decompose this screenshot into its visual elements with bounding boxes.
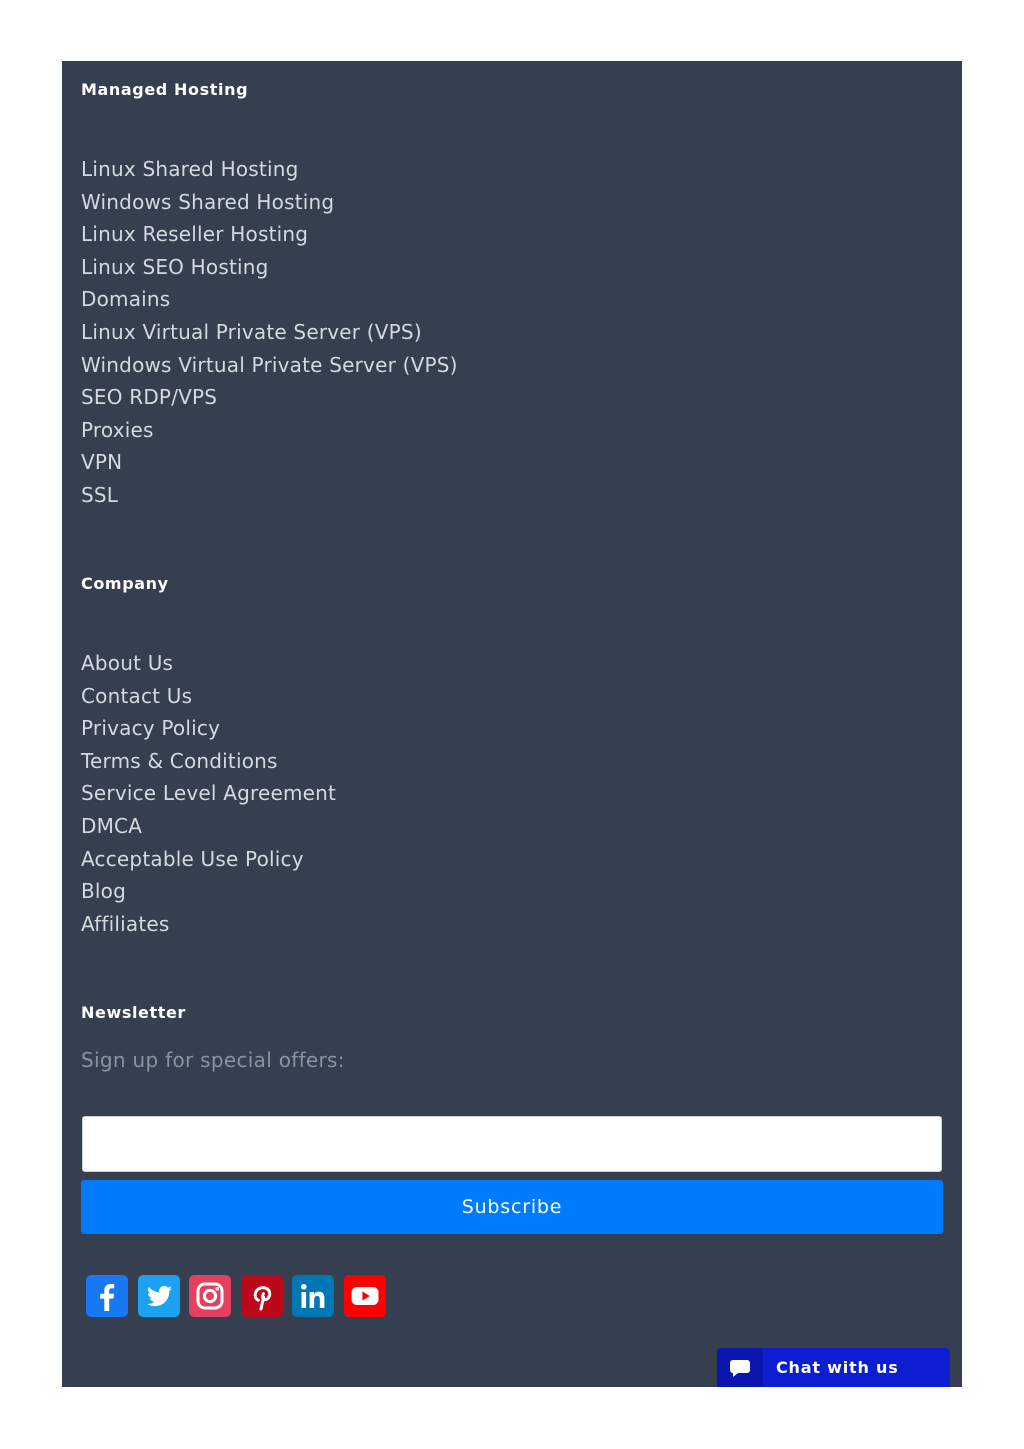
footer-link[interactable]: Linux Reseller Hosting: [81, 222, 309, 247]
company-heading: Company: [81, 574, 169, 593]
footer-link-item: [81, 349, 458, 382]
site-footer: [62, 61, 962, 1387]
footer-link[interactable]: Acceptable Use Policy: [81, 846, 304, 871]
youtube-icon: [344, 1275, 386, 1317]
newsletter-email-input[interactable]: [82, 1116, 942, 1172]
instagram-link[interactable]: [189, 1275, 231, 1317]
footer-link-item: [81, 647, 336, 680]
footer-link[interactable]: Blog: [81, 879, 127, 904]
footer-link-item: [81, 414, 458, 447]
newsletter-signup-text: Sign up for special offers:: [81, 1048, 345, 1072]
twitter-link[interactable]: [138, 1275, 180, 1317]
footer-link[interactable]: Contact Us: [81, 683, 193, 708]
footer-link[interactable]: Proxies: [81, 417, 154, 442]
footer-link-item: [81, 251, 458, 284]
footer-link-item: [81, 810, 336, 843]
managed-hosting-heading: Managed Hosting: [81, 80, 249, 99]
footer-link[interactable]: Linux Shared Hosting: [81, 157, 299, 181]
chat-widget[interactable]: [717, 1348, 950, 1387]
footer-link-item: [81, 479, 458, 512]
footer-link-item: [81, 381, 458, 414]
subscribe-button[interactable]: Subscribe: [81, 1180, 943, 1234]
footer-link[interactable]: VPN: [81, 450, 123, 475]
footer-link-item: [81, 218, 458, 251]
pinterest-icon: [241, 1275, 283, 1317]
footer-link[interactable]: DMCA: [81, 813, 143, 838]
footer-link[interactable]: Service Level Agreement: [81, 781, 337, 806]
footer-link-item: [81, 186, 458, 219]
linkedin-link[interactable]: [292, 1275, 334, 1317]
chat-bubble-icon: [729, 1357, 751, 1379]
twitter-icon: [138, 1275, 180, 1317]
footer-link[interactable]: Affiliates: [81, 911, 170, 936]
youtube-link[interactable]: [344, 1275, 386, 1317]
footer-link-item: [81, 875, 336, 908]
footer-link[interactable]: Linux SEO Hosting: [81, 254, 269, 279]
managed-hosting-links: [81, 153, 458, 512]
pinterest-link[interactable]: [241, 1275, 283, 1317]
footer-link[interactable]: Terms & Conditions: [81, 748, 278, 773]
instagram-icon: [189, 1275, 231, 1317]
footer-link[interactable]: SEO RDP/VPS: [81, 385, 218, 410]
linkedin-icon: [292, 1275, 334, 1317]
chat-label: Chat with us: [776, 1358, 899, 1377]
chat-icon-box: [717, 1348, 763, 1387]
company-links: [81, 647, 336, 940]
footer-link-item: [81, 283, 458, 316]
footer-link[interactable]: About Us: [81, 651, 174, 675]
facebook-icon: [86, 1275, 128, 1317]
footer-link[interactable]: Windows Shared Hosting: [81, 189, 335, 214]
footer-link-item: [81, 680, 336, 713]
footer-link-item: [81, 712, 336, 745]
facebook-link[interactable]: [86, 1275, 128, 1317]
footer-link-item: [81, 745, 336, 778]
social-links: [86, 1275, 396, 1317]
footer-link[interactable]: Privacy Policy: [81, 716, 221, 741]
footer-link[interactable]: Linux Virtual Private Server (VPS): [81, 319, 422, 344]
footer-link-item: [81, 446, 458, 479]
footer-link[interactable]: SSL: [81, 482, 119, 507]
newsletter-heading: Newsletter: [81, 1003, 186, 1022]
footer-link[interactable]: Domains: [81, 287, 171, 312]
footer-link-item: [81, 316, 458, 349]
footer-link-item: [81, 908, 336, 941]
footer-link-item: [81, 153, 458, 186]
footer-link[interactable]: Windows Virtual Private Server (VPS): [81, 352, 458, 377]
footer-link-item: [81, 777, 336, 810]
footer-link-item: [81, 843, 336, 876]
